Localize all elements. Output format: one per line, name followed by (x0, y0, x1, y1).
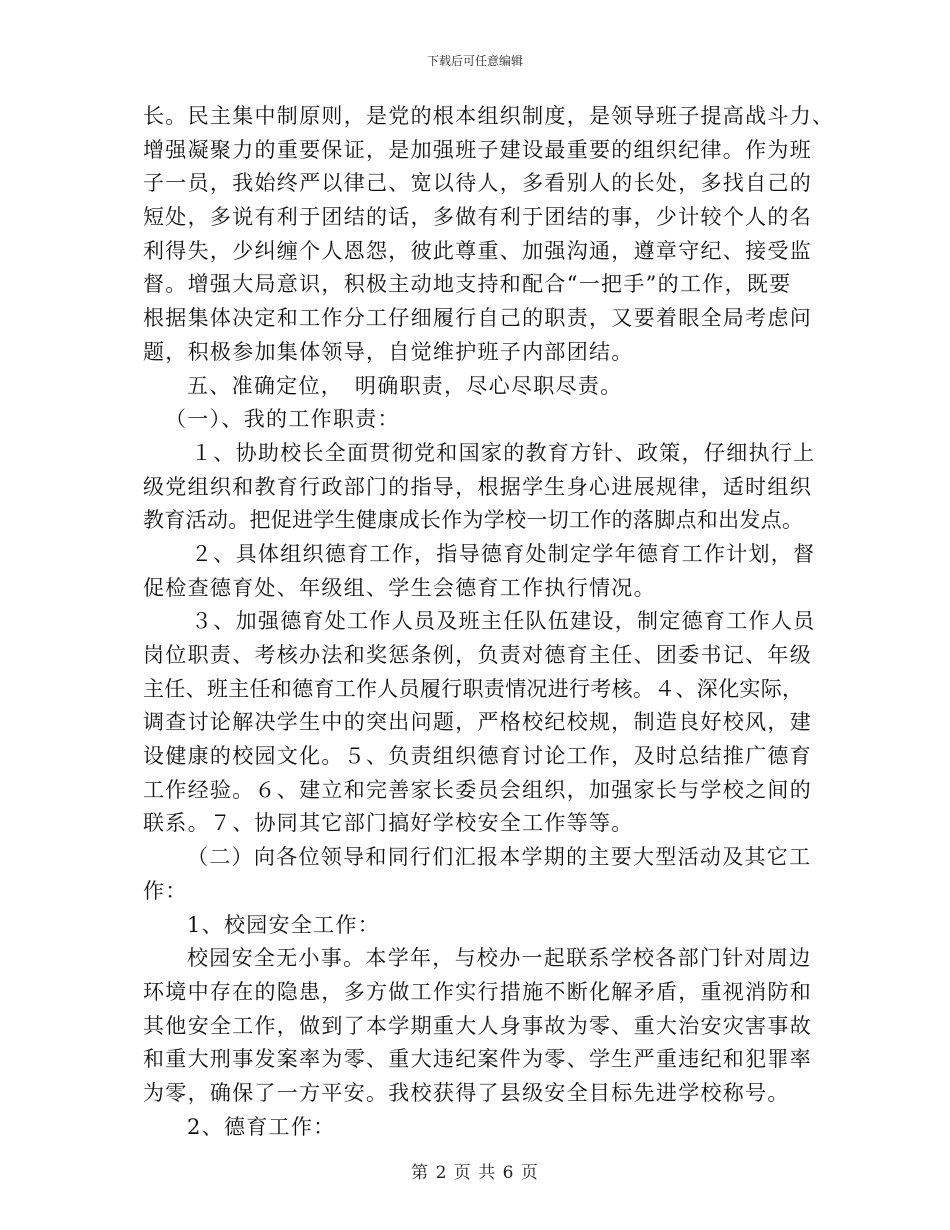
subsection-heading: （一）、我的工作职责： (165, 407, 400, 432)
item-heading: 1、校园安全工作： (187, 912, 381, 937)
paragraph-line: 联系。７、协同其它部门搞好学校安全工作等等。 (143, 811, 634, 836)
page-header: 下载后可任意编辑 (426, 54, 523, 68)
paragraph-line: 利得失，少纠缠个人恩怨，彼此尊重、加强沟通，遵章守纪、接受监 (143, 238, 812, 263)
paragraph-line: 作： (143, 878, 188, 903)
page-number: 第 2 页 共 6 页 (411, 1163, 539, 1183)
document-body (143, 100, 835, 1144)
paragraph-line: 级党组织和教育行政部门的指导，根据学生身心进展规律，适时组织 (143, 474, 812, 499)
paragraph-line: 环境中存在的隐患，多方做工作实行措施不断化解矛盾，重视消防和 (143, 979, 812, 1004)
paragraph-line: 促检查德育处、年级组、学生会德育工作执行情况。 (143, 575, 656, 600)
paragraph-line: 设健康的校园文化。５、负责组织德育讨论工作，及时总结推广德育 (143, 744, 812, 769)
paragraph-line: 增强凝聚力的重要保证，是加强班子建设最重要的组织纪律。作为班 (143, 137, 812, 162)
paragraph-line: 工作经验。６、建立和完善家长委员会组织，加强家长与学校之间的 (143, 777, 812, 802)
paragraph-line: 长。民主集中制原则，是党的根本组织制度，是领导班子提高战斗力、 (143, 104, 835, 128)
paragraph-line: 为零，确保了一方平安。我校获得了县级安全目标先进学校称号。 (143, 1080, 790, 1105)
paragraph-line: 和重大刑事发案率为零、重大违纪案件为零、学生严重违纪和犯罪率 (143, 1047, 812, 1072)
subsection-heading: （二）向各位领导和同行们汇报本学期的主要大型活动及其它工 (187, 845, 812, 870)
paragraph-line: 教育活动。把促进学生健康成长作为学校一切工作的落脚点和出发点。 (143, 508, 804, 533)
item-heading: 2、德育工作： (187, 1114, 336, 1139)
paragraph-line: 子一员，我始终严以律己、宽以待人，多看别人的长处，多找自己的 (143, 171, 812, 196)
paragraph-line: 其他安全工作，做到了本学期重大人身事故为零、重大治安灾害事故 (143, 1013, 812, 1038)
paragraph-line: ２、具体组织德育工作，指导德育处制定学年德育工作计划，督 (191, 541, 816, 566)
paragraph-line: ３、加强德育处工作人员及班主任队伍建设，制定德育工作人员 (191, 609, 816, 634)
paragraph-line: １、协助校长全面贯彻党和国家的教育方针、政策，仔细执行上 (191, 440, 816, 465)
paragraph-line: 主任、班主任和德育工作人员履行职责情况进行考核。４、深化实际， (143, 676, 804, 701)
paragraph-line: 题，积极参加集体领导，自觉维护班子内部团结。 (143, 339, 634, 364)
paragraph-line: 短处，多说有利于团结的话，多做有利于团结的事，少计较个人的名 (143, 205, 812, 230)
paragraph-line: 根据集体决定和工作分工仔细履行自己的职责，又要着眼全局考虑问 (143, 306, 812, 331)
paragraph-line: 督。增强大局意识，积极主动地支持和配合“一把手”的工作，既要 (143, 272, 792, 297)
paragraph-line: 岗位职责、考核办法和奖惩条例，负责对德育主任、团委书记、年级 (143, 643, 812, 667)
section-heading: 五、准确定位， 明确职责，尽心尽职尽责。 (187, 373, 623, 398)
paragraph-line: 校园安全无小事。本学年，与校办一起联系学校各部门针对周边 (187, 946, 812, 971)
paragraph-line: 调查讨论解决学生中的突出问题，严格校纪校规，制造良好校风，建 (143, 710, 812, 735)
